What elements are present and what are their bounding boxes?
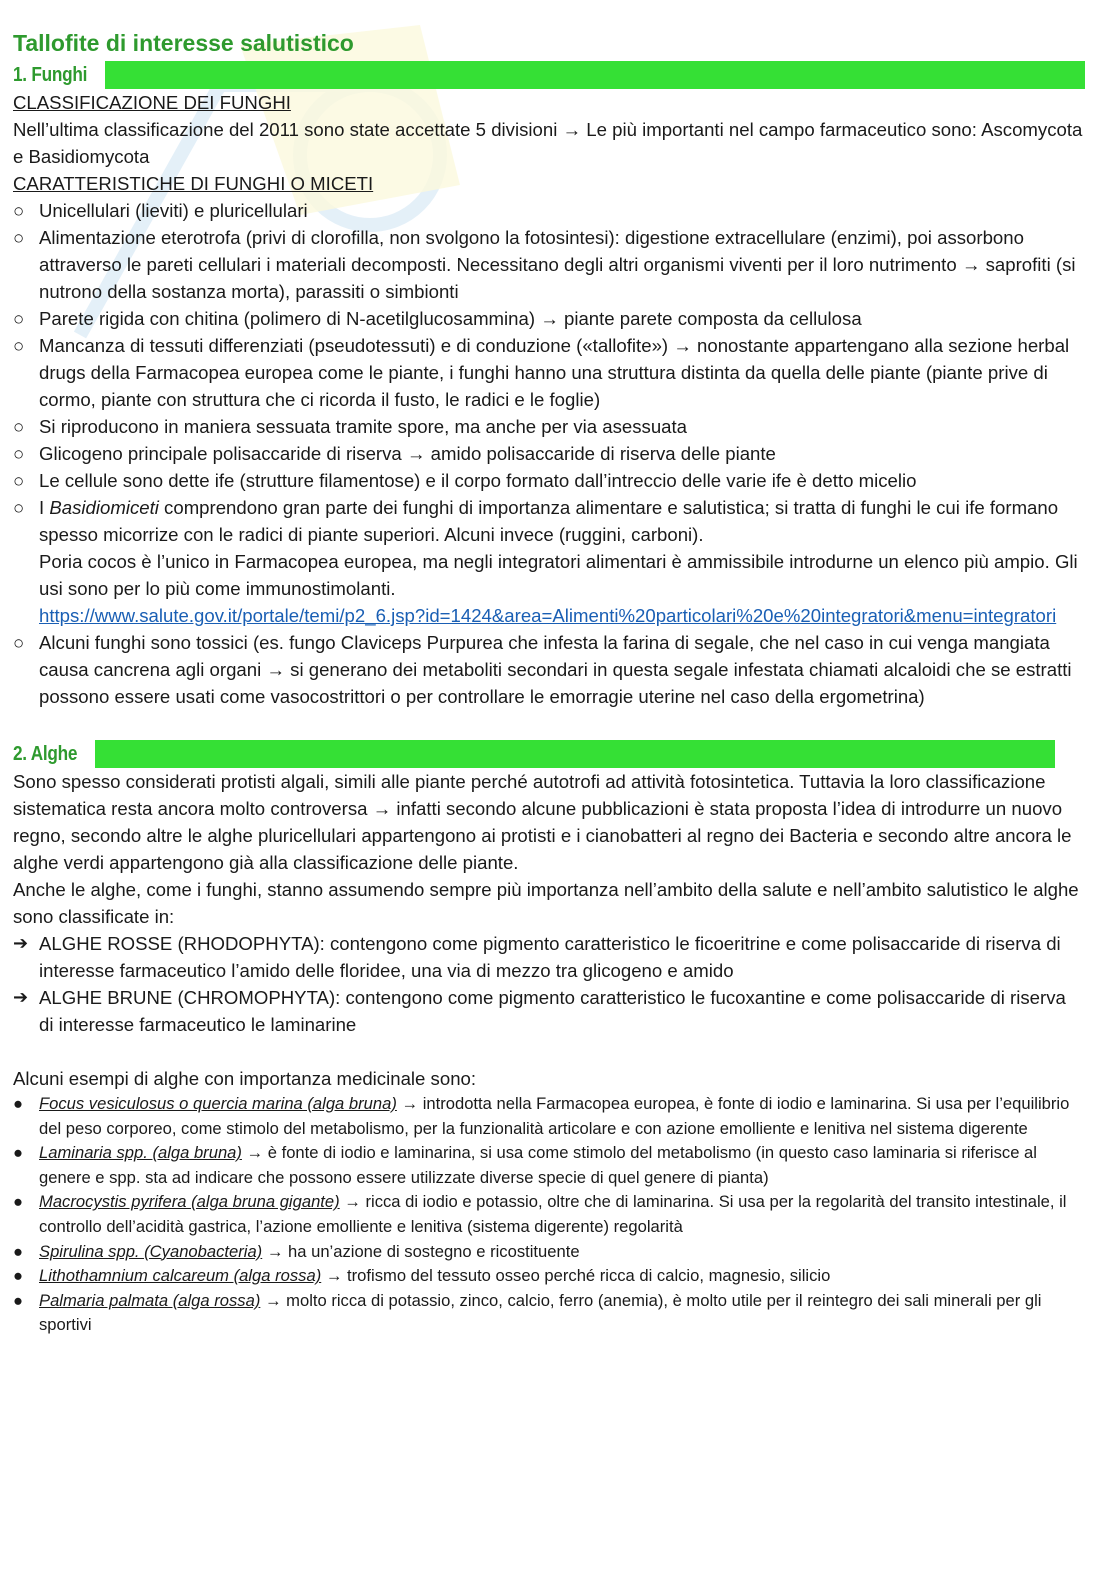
paragraph-classificazione: Nell’ultima classificazione del 2011 sono state accettate 5 divisioni → Le più importanti nel campo farmaceutico sono: Ascomycota e Basidiomycota (13, 119, 1083, 167)
dot-bullet-icon: ● (13, 1241, 24, 1261)
alghe-classes-list (13, 930, 1085, 1038)
subheading-classificazione: CLASSIFICAZIONE DEI FUNGHI (13, 92, 291, 113)
esempi-list (13, 1092, 1085, 1338)
circle-bullet-icon: ○ (13, 497, 25, 518)
list-item: ● Spirulina spp. (Cyanobacteria) → ha un’azione di sostegno e ricostituente (13, 1240, 1085, 1265)
arrow-bullet-icon: ➔ (13, 987, 29, 1007)
circle-bullet-icon: ○ (13, 470, 25, 491)
caratteristiche-list (13, 197, 1085, 710)
page-title: Tallofite di interesse salutistico (13, 30, 354, 56)
list-item: ○ Le cellule sono dette ife (strutture filamentose) e il corpo formato dall’intreccio delle varie ife è detto micelio (13, 467, 1085, 494)
list-item: ➔ ALGHE BRUNE (CHROMOPHYTA): contengono come pigmento caratteristico le fucoxantine e come polisaccaride di riserva di interesse farmaceutico le laminarine (13, 984, 1085, 1038)
circle-bullet-icon: ○ (13, 416, 25, 437)
list-item: ○ Mancanza di tessuti differenziati (pseudotessuti) e di conduzione («tallofite») → nonostante appartengano alla sezione herbal drugs della Farmacopea europea come le piante, i funghi hanno una struttura distinta da quella delle piante (piante prive di cormo, piante con struttura che ci ricorda il fusto, le radici e le foglie) (13, 332, 1085, 413)
circle-bullet-icon: ○ (13, 227, 25, 248)
list-item: ○ Alcuni funghi sono tossici (es. fungo Claviceps Purpurea che infesta la farina di segale, che nel caso in cui venga mangiata causa cancrena agli organi → si generano dei metaboliti secondari in questa segale infestata chiamati alcaloidi che se estratti possono essere usati come vasocostrittori o per controllare le emorragie uterine nel caso della ergometrina) (13, 629, 1085, 710)
list-item: ● Focus vesiculosus o quercia marina (alga bruna) → introdotta nella Farmacopea europea, è fonte di iodio e laminarina. Si usa per l’equilibrio del peso corporeo, come stimolo del metabolismo, per la funzionalità articolare e con azione emolliente e lenitiva nel sistema digerente (13, 1094, 1070, 1138)
dot-bullet-icon: ● (13, 1266, 24, 1286)
section-label: 1. Funghi (13, 63, 88, 86)
list-item: ○ Si riproducono in maniera sessuata tramite spore, ma anche per via asessuata (13, 413, 1085, 440)
circle-bullet-icon: ○ (13, 632, 25, 653)
list-item: ○ Unicellulari (lieviti) e pluricellulari (13, 197, 1085, 224)
heading-highlight-bar (105, 61, 1085, 89)
section-heading-funghi (13, 61, 1085, 89)
circle-bullet-icon: ○ (13, 443, 25, 464)
list-item: ● Laminaria spp. (alga bruna) → è fonte di iodio e laminarina, si usa come stimolo del metabolismo (in questo caso laminaria si riferisce al genere e spp. sta ad indicare che possono essere utilizzate diverse specie di quel genere di pianta) (13, 1143, 1037, 1187)
dot-bullet-icon: ● (13, 1094, 24, 1113)
salute-gov-link[interactable]: https://www.salute.gov.it/portale/temi/p2_6.jsp?id=1424&area=Alimenti%20particolari%20e%20integratori&menu=integratori (39, 605, 1057, 626)
esempi-title: Alcuni esempi di alghe con importanza medicinale sono: (13, 1068, 477, 1089)
section-heading-alghe (13, 740, 1055, 768)
list-item: ○ Parete rigida con chitina (polimero di N-acetilglucosammina) → piante parete composta da cellulosa (13, 305, 1085, 332)
poria-text: Poria cocos è l’unico in Farmacopea europea, ma negli integratori alimentari è ammissibile introdurne un elenco più ampio. Gli usi sono per lo più come immunostimolanti. (39, 551, 1078, 599)
circle-bullet-icon: ○ (13, 308, 25, 329)
funghi-body (13, 89, 1085, 710)
list-item: ● Lithothamnium calcareum (alga rossa) → trofismo del tessuto osseo perché ricca di calcio, magnesio, silicio (13, 1264, 1085, 1289)
dot-bullet-icon: ● (13, 1143, 24, 1163)
alghe-body (13, 768, 1085, 1092)
circle-bullet-icon: ○ (13, 200, 25, 221)
section-label: 2. Alghe (13, 742, 78, 765)
dot-bullet-icon: ● (13, 1290, 24, 1310)
list-item-basidiomiceti: ○ I Basidiomiceti comprendono gran parte dei funghi di importanza alimentare e salutistica; si tratta di funghi le cui ife formano spesso micorrize con le radici di piante superiori. Alcuni invece (ruggini, carboni). Poria cocos è l’unico in Farmacopea europea, ma negli integratori alimentari è ammissibile introdurne un elenco più ampio. Gli usi sono per lo più come immunostimolanti. https://www.salute.gov.it/portale/temi/p2_6.jsp?id=1424&area=Alimenti%20particolari%20e%20integratori&menu=integratori (13, 494, 1085, 629)
list-item: ➔ ALGHE ROSSE (RHODOPHYTA): contengono come pigmento caratteristico le ficoeritrine e come polisaccaride di riserva di interesse farmaceutico l’amido delle floridee, una via di mezzo tra glicogeno e amido (13, 930, 1085, 984)
paragraph-alghe-intro2: Anche le alghe, come i funghi, stanno assumendo sempre più importanza nell’ambito della salute e nell’ambito salutistico le alghe sono classificate in: (13, 879, 1079, 927)
list-item: ○ Glicogeno principale polisaccaride di riserva → amido polisaccaride di riserva delle piante (13, 440, 1085, 467)
arrow-bullet-icon: ➔ (13, 933, 29, 953)
list-item: ● Palmaria palmata (alga rossa) → molto ricca di potassio, zinco, calcio, ferro (anemia), è molto utile per il reintegro dei sali minerali per gli sportivi (13, 1290, 1042, 1335)
subheading-caratteristiche: CARATTERISTICHE DI FUNGHI O MICETI (13, 173, 374, 194)
list-item: ● Macrocystis pyrifera (alga bruna gigante) → ricca di iodio e potassio, oltre che di laminarina. Si usa per la regolarità del transito intestinale, il controllo dell’acidità gastrica, l’azione emolliente e lenitiva (sistema digerente) regolarità (13, 1192, 1067, 1236)
paragraph-alghe-intro: Sono spesso considerati protisti algali, simili alle piante perché autotrofi ad attività fotosintetica. Tuttavia la loro classificazione sistematica resta ancora molto controversa → infatti secondo alcune pubblicazioni è stata proposta l’idea di introdurre un nuovo regno, secondo altre le alghe pluricellulari appartengono ai protisti e i cianobatteri al regno dei Bacteria e secondo altre ancora le alghe verdi appartengono già alla classificazione delle piante. (13, 771, 1072, 873)
list-item: ○ Alimentazione eterotrofa (privi di clorofilla, non svolgono la fotosintesi): digestione extracellulare (enzimi), poi assorbono attraverso le pareti cellulari i materiali decomposti. Necessitano degli altri organismi viventi per il loro nutrimento → saprofiti (si nutrono della sostanza morta), parassiti o simbionti (13, 224, 1085, 305)
circle-bullet-icon: ○ (13, 335, 25, 356)
heading-highlight-bar (95, 740, 1055, 768)
dot-bullet-icon: ● (13, 1192, 24, 1212)
